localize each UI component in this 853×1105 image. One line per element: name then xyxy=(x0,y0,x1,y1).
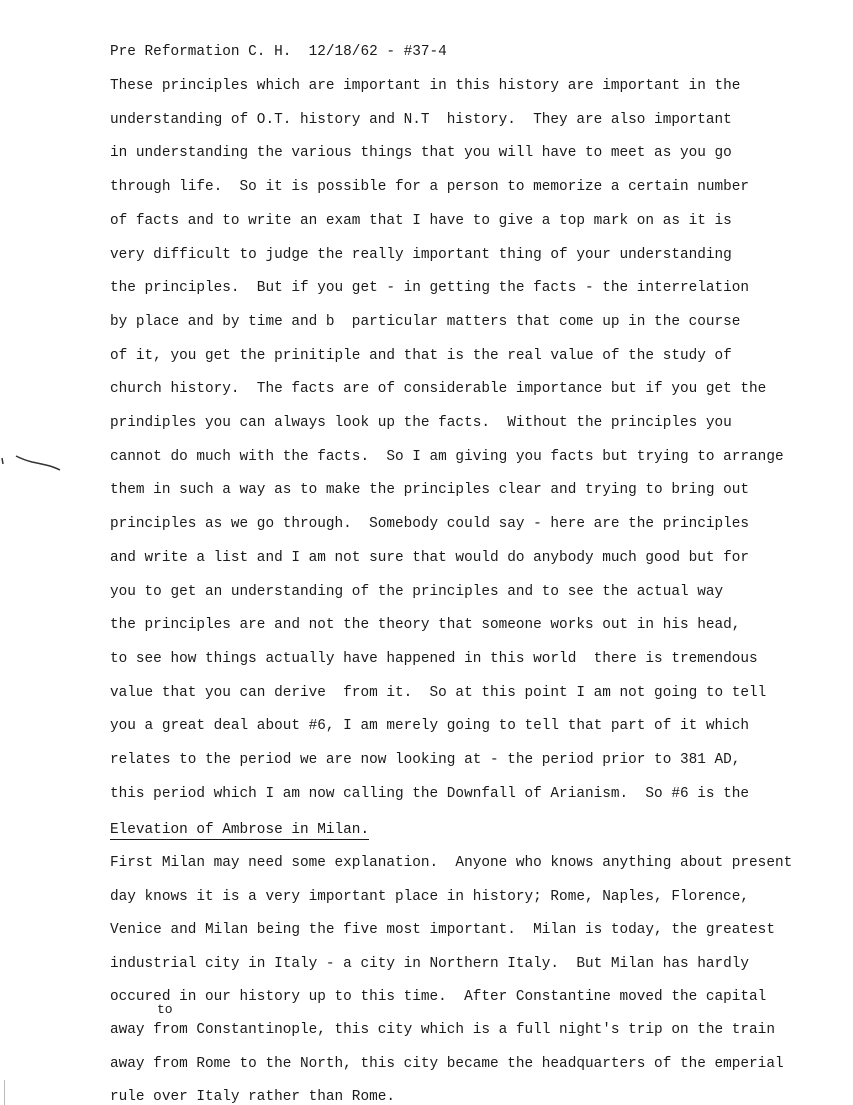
text-line: away from Constantinople, this city which is a full night's trip on the train xyxy=(110,1022,775,1038)
page-header: Pre Reformation C. H. 12/18/62 - #37-4 xyxy=(110,44,447,60)
text-line: of it, you get the prinitiple and that is the real value of the study of xyxy=(110,347,732,364)
text-line: through life. So it is possible for a person to memorize a certain number xyxy=(110,179,750,196)
text-line: rule over Italy rather than Rome. xyxy=(110,1089,395,1105)
text-line: the principles. But if you get - in getting the facts - the interrelation xyxy=(110,280,750,297)
text-line: the principles are and not the theory that someone works out in his head, xyxy=(110,617,741,634)
text-line: Venice and Milan being the five most important. Milan is today, the greatest xyxy=(110,922,775,938)
text-line: understanding of O.T. history and N.T history. They are also important xyxy=(110,111,732,128)
text-line: value that you can derive from it. So at this point I am not going to tell xyxy=(110,684,767,701)
text-line: industrial city in Italy - a city in Northern Italy. But Milan has hardly xyxy=(110,956,750,972)
text-line: this period which I am now calling the Downfall of Arianism. So #6 is the xyxy=(110,785,750,802)
text-line: prindiples you can always look up the facts. Without the principles you xyxy=(110,415,732,431)
text-line: very difficult to judge the really important thing of your understanding xyxy=(110,246,732,263)
text-line: occured in our history up to this time. After Constantine moved the capital xyxy=(110,989,767,1005)
text-line: relates to the period we are now looking at - the period prior to 381 AD, xyxy=(110,752,741,768)
text-line: by place and by time and b particular matters that come up in the course xyxy=(110,313,741,330)
text-line: in understanding the various things that you will have to meet as you go xyxy=(110,145,732,162)
text-line: church history. The facts are of considerable importance but if you get the xyxy=(110,381,767,398)
text-line: day knows it is a very important place in history; Rome, Naples, Florence, xyxy=(110,889,750,905)
text-line: to see how things actually have happened in this world there is tremendous xyxy=(110,650,758,667)
section-heading: Elevation of Ambrose in Milan. xyxy=(110,822,370,838)
text-line: you to get an understanding of the principles and to see the actual way xyxy=(110,583,724,600)
text-line: and write a list and I am not sure that would do anybody much good but for xyxy=(110,549,750,566)
text-line: you a great deal about #6, I am merely going to tell that part of it which xyxy=(110,718,750,735)
text-line: These principles which are important in this history are important in the xyxy=(110,78,741,94)
text-line: away from Rome to the North, this city became the headquarters of the emperial xyxy=(110,1056,784,1072)
text-line: First Milan may need some explanation. Anyone who knows anything about present xyxy=(110,855,793,871)
handwritten-insertion: to xyxy=(157,1002,173,1017)
text-line: principles as we go through. Somebody could say - here are the principles xyxy=(110,516,750,533)
margin-pen-mark xyxy=(0,448,70,478)
text-line: of facts and to write an exam that I have to give a top mark on as it is xyxy=(110,212,732,229)
text-line: them in such a way as to make the principles clear and trying to bring out xyxy=(110,482,750,499)
page-edge-line xyxy=(4,1080,5,1105)
text-line: cannot do much with the facts. So I am giving you facts but trying to arrange xyxy=(110,448,784,465)
